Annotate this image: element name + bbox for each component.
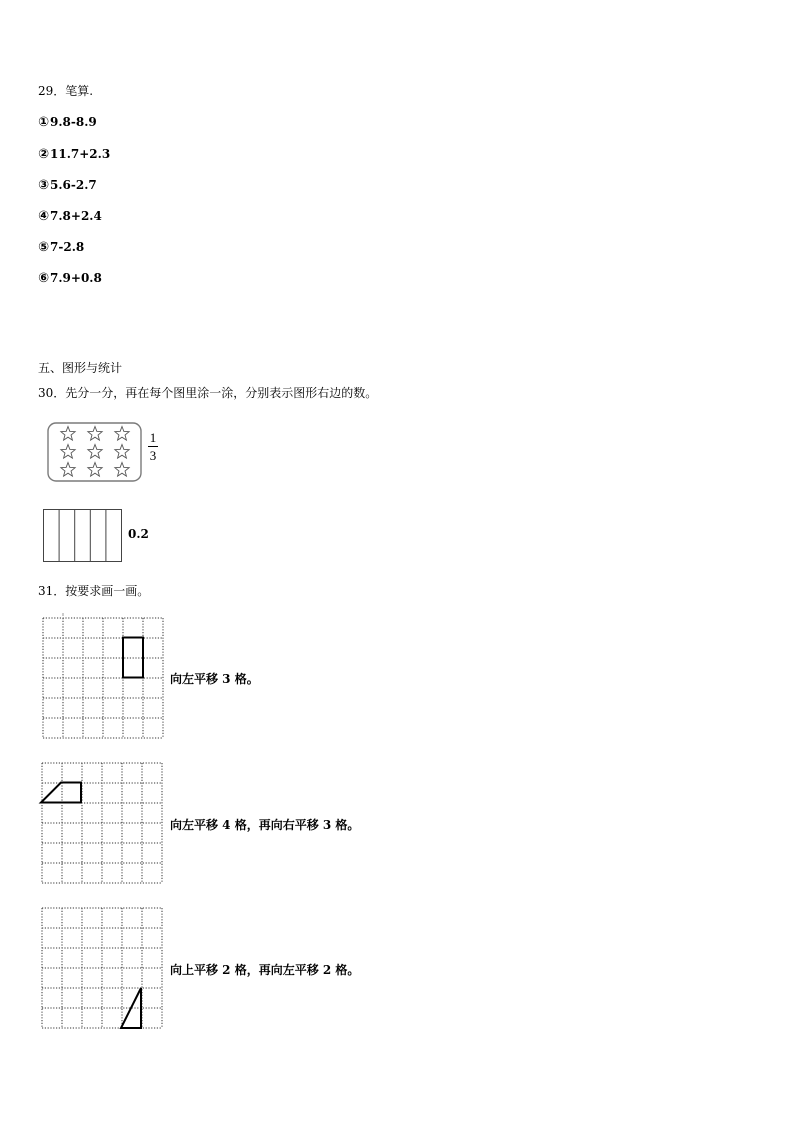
star-icon [88,427,102,441]
circled-number-2: ② [38,147,50,162]
circled-number-6: ⑥ [38,271,50,286]
fraction-bar [148,446,158,447]
question-31-heading: 31．按要求画一画。 [38,584,150,598]
circled-number-1: ① [38,115,50,130]
star-group [61,427,129,477]
grid-2-lines [42,763,162,883]
star-icon [61,445,75,459]
grid-2-instruction: 向左平移 4 格，再向右平移 3 格。 [170,818,360,832]
decimal-label: 0.2 [128,527,149,541]
q29-expr-6: 7.9+0.8 [50,271,102,285]
grid-2 [41,762,165,886]
q29-expr-2: 11.7+2.3 [50,147,111,161]
grid-1-instruction: 向左平移 3 格。 [170,672,259,686]
q29-item-3 [38,177,97,194]
grid-1-lines [43,618,163,738]
grid-1 [42,617,166,741]
q29-item-5 [38,239,84,256]
q29-item-2 [38,146,110,163]
bar-dividers [59,510,106,562]
q29-item-4 [38,208,102,225]
star-icon [88,445,102,459]
grid-3-instruction: 向上平移 2 格，再向左平移 2 格。 [170,963,360,977]
bar-figure [43,508,123,564]
q29-expr-4: 7.8+2.4 [50,209,102,223]
circled-number-4: ④ [38,209,50,224]
q29-item-6 [38,270,102,287]
grid-2-trapezoid [41,783,81,803]
star-icon [61,427,75,441]
star-icon [115,463,129,477]
circled-number-5: ⑤ [38,240,50,255]
star-icon [115,445,129,459]
star-box-figure [45,420,145,484]
grid-3 [41,907,165,1031]
q29-item-1 [38,114,97,131]
question-30-heading: 30．先分一分，再在每个图里涂一涂，分别表示图形右边的数。 [38,386,378,400]
fraction-one-third [147,430,159,463]
fraction-numerator: 1 [149,430,157,445]
star-icon [88,463,102,477]
star-icon [115,427,129,441]
circled-number-3: ③ [38,178,50,193]
grid-3-lines [42,908,162,1028]
bar-outline [44,510,122,562]
q29-expr-1: 9.8-8.9 [50,115,97,129]
q29-expr-5: 7-2.8 [50,240,85,254]
q29-expr-3: 5.6-2.7 [50,178,97,192]
star-icon [61,463,75,477]
section-5-heading: 五、图形与统计 [38,361,123,375]
fraction-denominator: 3 [149,448,157,463]
question-29-heading: 29．笔算. [38,84,94,98]
